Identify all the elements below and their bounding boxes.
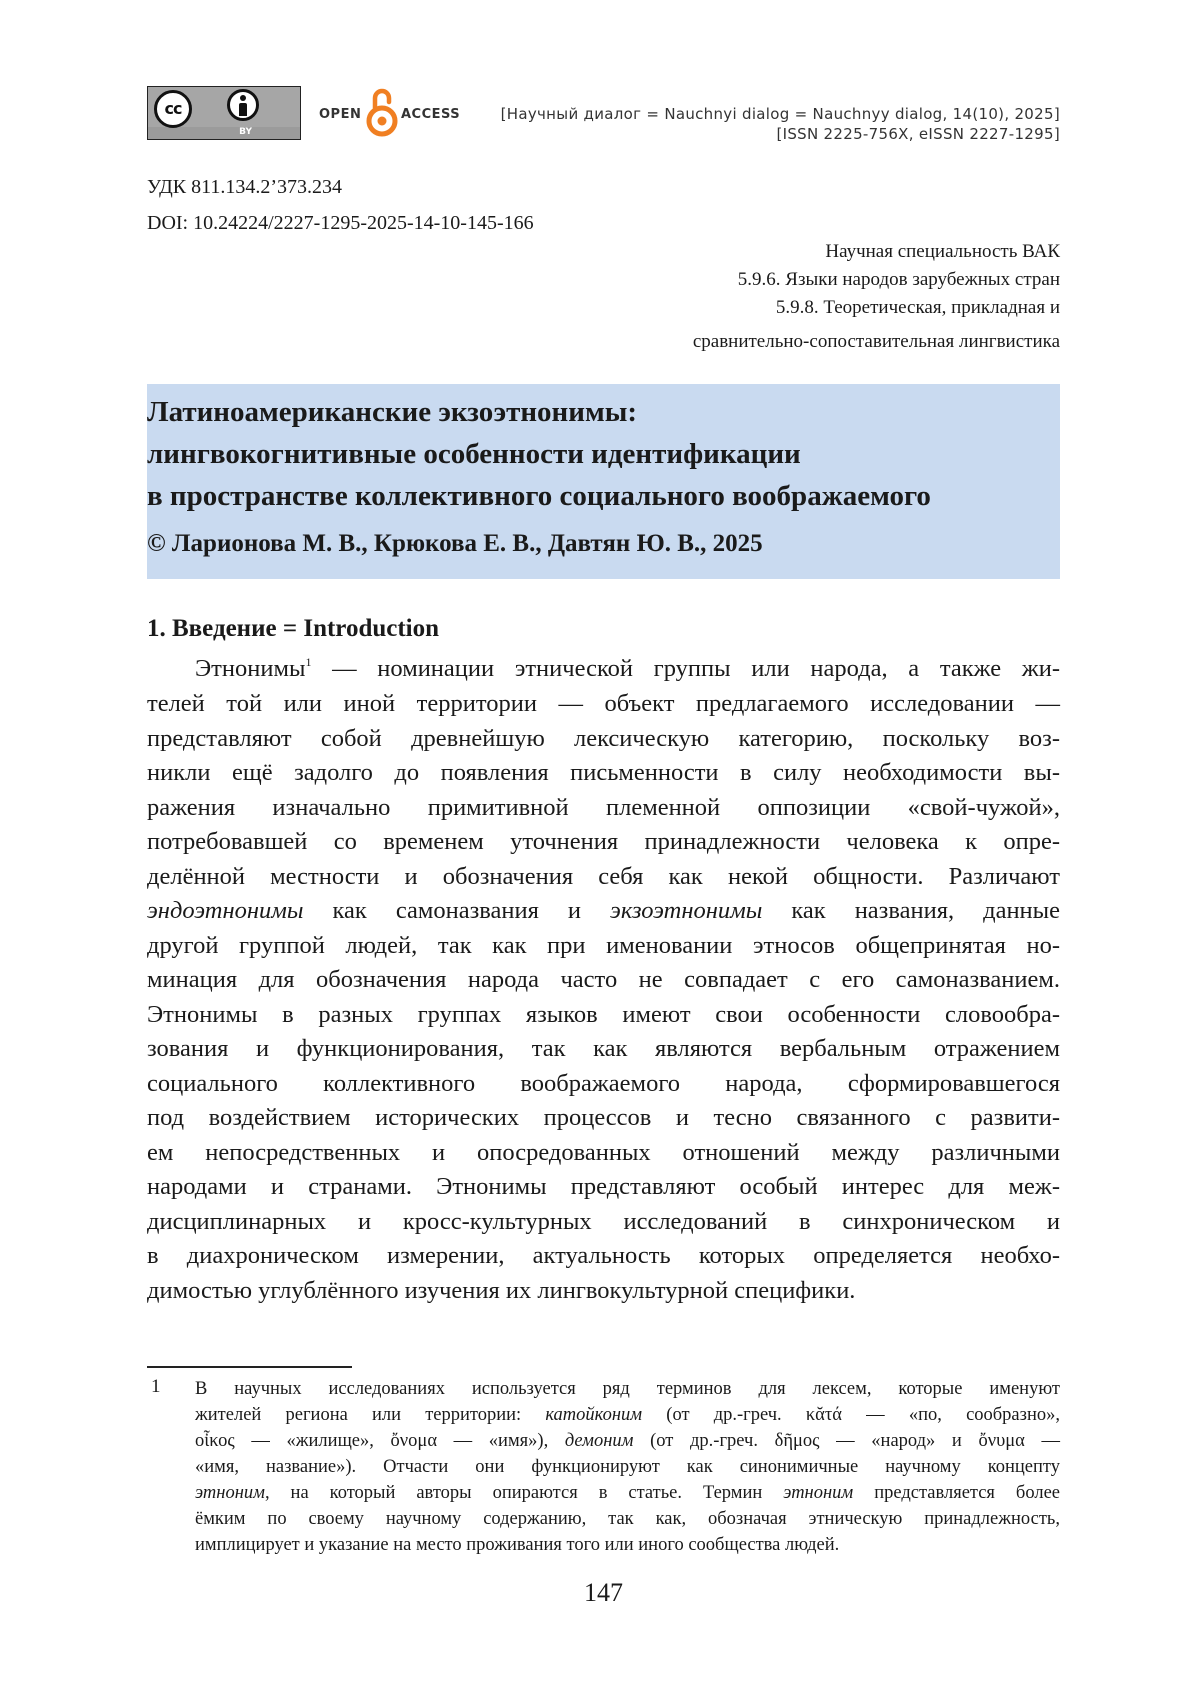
term-endoethnonym: эндоэтнонимы bbox=[147, 897, 304, 924]
line-text: οἶκος — «жилище», ὄνομα — «имя»), bbox=[195, 1431, 565, 1451]
footnote-number: 1 bbox=[151, 1376, 161, 1397]
first-word: Этнонимы bbox=[195, 655, 306, 682]
body-paragraph-line bbox=[195, 652, 1060, 686]
vak-specialty bbox=[693, 238, 1060, 356]
journal-citation: [Научный диалог = Nauchnyi dialog = Nauchnyy dialog, 14(10), 2025] bbox=[500, 105, 1060, 123]
body-paragraph-line: делённой местности и обозначения себя как некой общности. Различают bbox=[147, 863, 1060, 890]
specialty-line: 5.9.8. Теоретическая, прикладная и bbox=[775, 297, 1060, 318]
by-label: BY bbox=[239, 127, 252, 137]
udk-code: УДК 811.134.2’373.234 bbox=[147, 176, 343, 198]
body-paragraph-line: в диахроническом измерении, актуальность которых определяется необхо- bbox=[147, 1242, 1060, 1269]
authors-copyright: © Ларионова М. В., Крюкова Е. В., Давтян Ю. В., 2025 bbox=[147, 530, 763, 557]
body-paragraph-line: димостью углублённого изучения их лингвокультурной специфики. bbox=[147, 1277, 856, 1304]
footnote-line bbox=[195, 1428, 1060, 1454]
footnote-line: имплицирует и указание на место проживания того или иного сообщества людей. bbox=[195, 1535, 840, 1555]
body-paragraph-line: представляют собой древнейшую лексическую категорию, поскольку воз- bbox=[147, 725, 1060, 752]
line-text: жителей региона или территории: bbox=[195, 1405, 546, 1425]
term-demonym: демоним bbox=[564, 1431, 634, 1451]
attribution-person-icon bbox=[227, 89, 259, 121]
footnote-line bbox=[195, 1402, 1060, 1428]
body-paragraph-line: никли ещё задолго до появления письменности в силу необходимости вы- bbox=[147, 759, 1060, 786]
line-text: как названия, данные bbox=[762, 897, 1060, 924]
body-paragraph-line: ражения изначально примитивной племенной оппозиции «свой-чужой», bbox=[147, 794, 1060, 821]
body-paragraph-line: под воздействием исторических процессов и тесно связанного с развити- bbox=[147, 1104, 1060, 1131]
cc-by-license-badge[interactable] bbox=[147, 86, 301, 140]
specialty-line: 5.9.6. Языки народов зарубежных стран bbox=[737, 269, 1060, 290]
open-access-lock-icon bbox=[365, 86, 399, 138]
page-number: 147 bbox=[584, 1578, 623, 1607]
footnote-ref[interactable]: 1 bbox=[305, 655, 312, 669]
journal-reference bbox=[501, 104, 1060, 144]
section-heading: 1. Введение = Introduction bbox=[147, 615, 440, 642]
footnote-line: «имя, название»). Отчасти они функционируют как синонимичные научному концепту bbox=[195, 1457, 1060, 1477]
body-paragraph-line: социального коллективного воображаемого народа, сформировавшегося bbox=[147, 1070, 1060, 1097]
page bbox=[147, 0, 1060, 1703]
footnote-line bbox=[195, 1480, 1060, 1506]
body-paragraph-line: минация для обозначения народа часто не совпадает с его самоназванием. bbox=[147, 966, 1060, 993]
body-paragraph-line: ем непосредственных и опосредованных отношений между различными bbox=[147, 1139, 1060, 1166]
open-access-label-right: ACCESS bbox=[401, 107, 461, 122]
doi-link[interactable]: DOI: 10.24224/2227-1295-2025-14-10-145-166 bbox=[147, 212, 534, 234]
body-paragraph-line: потребовавшей со временем уточнения принадлежности человека к опре- bbox=[147, 828, 1060, 855]
body-paragraph-line: Этнонимы в разных группах языков имеют свои особенности словообра- bbox=[147, 1001, 1060, 1028]
body-paragraph-line: дисциплинарных и кросс-культурных исследований в синхроническом и bbox=[147, 1208, 1060, 1235]
body-paragraph-line: народами и странами. Этнонимы представляют особый интерес для меж- bbox=[147, 1173, 1060, 1200]
footnote-line: В научных исследованиях используется ряд терминов для лексем, которые именуют bbox=[195, 1379, 1060, 1399]
footnote-divider bbox=[147, 1366, 352, 1368]
specialty-line: сравнительно-сопоставительная лингвистика bbox=[692, 331, 1060, 352]
line-text: (от др.-греч. δῆμος — «народ» и ὄνυμα — bbox=[633, 1431, 1060, 1451]
article-title-line: в пространстве коллективного социального воображаемого bbox=[147, 480, 931, 512]
footnote-line: ёмким по своему научному содержанию, так как, обозначая этническую принадлежность, bbox=[195, 1509, 1060, 1529]
line-text: , на который авторы опираются в статье. Термин bbox=[264, 1483, 784, 1503]
title-block bbox=[147, 384, 1060, 579]
body-paragraph-line: другой группой людей, так как при именовании этносов общепринятая но- bbox=[147, 932, 1060, 959]
journal-issn: [ISSN 2225-756X, eISSN 2227-1295] bbox=[776, 125, 1060, 143]
body-paragraph-line: зования и функционирования, так как являются вербальным отражением bbox=[147, 1035, 1060, 1062]
body-paragraph-line bbox=[147, 894, 1060, 928]
line-text: представляется более bbox=[853, 1483, 1060, 1503]
specialty-line: Научная специальность ВАК bbox=[825, 241, 1060, 262]
line-text: как самоназвания и bbox=[303, 897, 611, 924]
article-title-line: Латиноамериканские экзоэтнонимы: bbox=[147, 396, 638, 428]
term-katoikonym: катойконим bbox=[545, 1405, 643, 1425]
line-text: (от др.-греч. κᾰτά — «по, сообразно», bbox=[642, 1405, 1060, 1425]
body-paragraph-line: телей той или иной территории — объект предлагаемого исследовании — bbox=[147, 690, 1060, 717]
article-title-line: лингвокогнитивные особенности идентификации bbox=[147, 438, 801, 470]
page-header bbox=[147, 86, 1060, 142]
term-ethnonym: этноним bbox=[783, 1483, 854, 1503]
line-text: — номинации этнической группы или народа, а также жи- bbox=[311, 655, 1060, 682]
term-ethnonym: этноним bbox=[195, 1483, 265, 1503]
cc-icon: cc bbox=[154, 90, 192, 128]
open-access-label-left: OPEN bbox=[319, 107, 362, 122]
term-exoethnonym: экзоэтнонимы bbox=[610, 897, 763, 924]
